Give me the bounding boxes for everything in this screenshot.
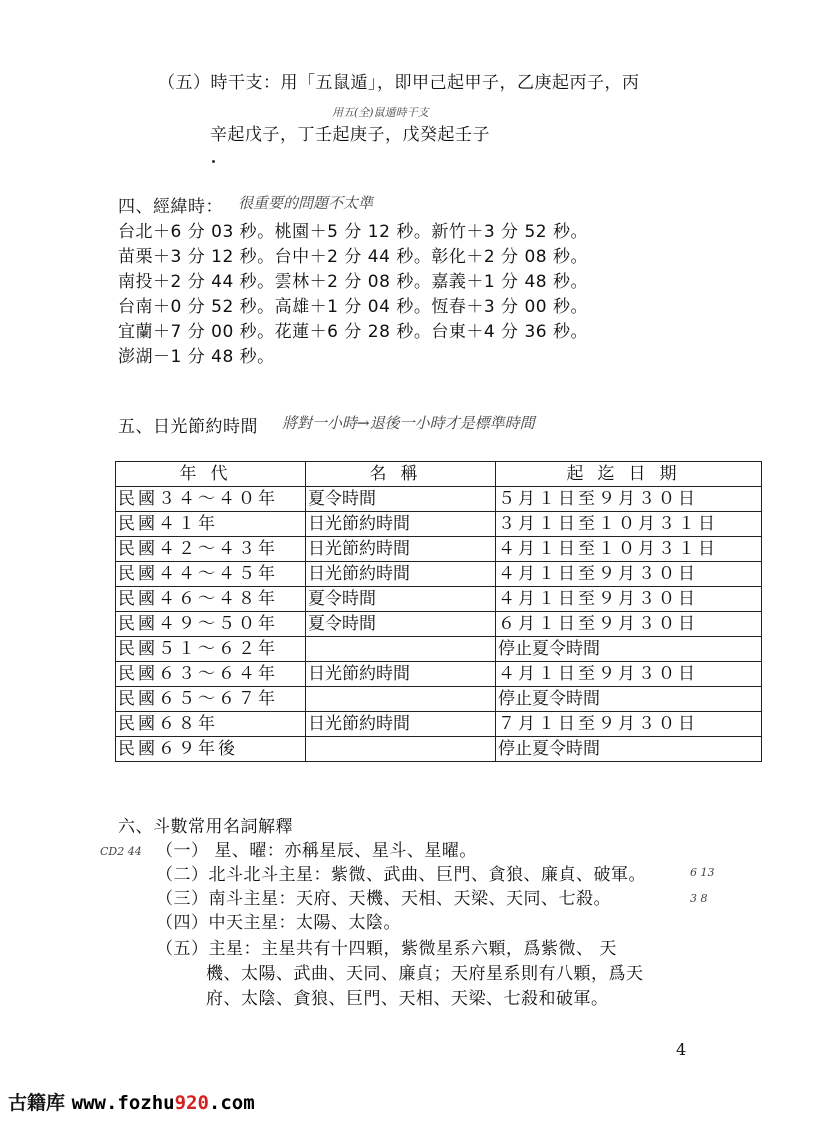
table-row	[116, 487, 762, 512]
cell-era: 民國３４～４０年	[116, 487, 306, 512]
table-row	[116, 587, 762, 612]
terms-heading: 六、斗數常用名詞解釋	[118, 817, 293, 837]
terms-item: （二）北斗北斗主星：紫微、武曲、巨門、貪狼、廉貞、破軍。	[156, 865, 646, 885]
cell-name: 日光節約時間	[306, 662, 496, 687]
cell-dates: ４月１日至９月３０日	[496, 587, 762, 612]
cell-era: 民國４４～４５年	[116, 562, 306, 587]
table-row	[116, 537, 762, 562]
cell-dates: ４月１日至９月３０日	[496, 562, 762, 587]
cell-era: 民國６９年後	[116, 737, 306, 762]
cell-name: 夏令時間	[306, 612, 496, 637]
terms-margin-note: CD2 44	[100, 845, 142, 858]
table-row	[116, 687, 762, 712]
cell-dates: 停止夏令時間	[496, 687, 762, 712]
cell-name	[306, 687, 496, 712]
cell-era: 民國６５～６７年	[116, 687, 306, 712]
shigan-line-2: 辛起戊子，丁壬起庚子，戊癸起壬子	[210, 125, 490, 145]
table-header-row	[116, 462, 762, 487]
scan-speck	[212, 160, 215, 163]
cell-name: 日光節約時間	[306, 712, 496, 737]
watermark-url-number: 920	[174, 1092, 209, 1114]
longitude-line: 苗栗＋3 分 12 秒。台中＋2 分 44 秒。彰化＋2 分 08 秒。	[118, 247, 588, 267]
cell-name: 日光節約時間	[306, 537, 496, 562]
cell-dates: ６月１日至９月３０日	[496, 612, 762, 637]
cell-era: 民國４２～４３年	[116, 537, 306, 562]
cell-era: 民國６８年	[116, 712, 306, 737]
table-row	[116, 612, 762, 637]
table-row	[116, 512, 762, 537]
table-row	[116, 712, 762, 737]
terms-side-note: 6 13	[690, 866, 715, 879]
cell-name	[306, 637, 496, 662]
table-row	[116, 637, 762, 662]
watermark-url-suffix: .com	[208, 1092, 255, 1114]
dst-handwritten-note: 將對一小時→退後一小時才是標準時間	[282, 414, 535, 432]
cell-dates: ４月１日至１０月３１日	[496, 537, 762, 562]
column-header-era: 年代	[116, 462, 306, 487]
terms-item: （三）南斗主星：天府、天機、天相、天梁、天同、七殺。	[156, 889, 611, 909]
watermark-url-prefix: www.fozhu	[71, 1092, 175, 1114]
longitude-handwritten-note: 很重要的問題不太準	[238, 194, 374, 212]
shigan-line-1: （五）時干支：用「五鼠遁」，即甲己起甲子，乙庚起丙子，丙	[158, 73, 640, 93]
longitude-line: 台南＋0 分 52 秒。高雄＋1 分 04 秒。恆春＋3 分 00 秒。	[118, 297, 588, 317]
terms-item: （四）中天主星：太陽、太陰。	[156, 913, 401, 933]
longitude-line: 台北＋6 分 03 秒。桃園＋5 分 12 秒。新竹＋3 分 52 秒。	[118, 222, 588, 242]
terms-item: （一） 星、曜：亦稱星辰、星斗、星曜。	[156, 841, 477, 861]
table-row	[116, 562, 762, 587]
cell-era: 民國４１年	[116, 512, 306, 537]
table-row	[116, 737, 762, 762]
cell-name	[306, 737, 496, 762]
longitude-heading: 四、經緯時：	[118, 197, 223, 217]
column-header-name: 名稱	[306, 462, 496, 487]
longitude-line: 澎湖－1 分 48 秒。	[118, 347, 275, 367]
cell-name: 日光節約時間	[306, 562, 496, 587]
cell-era: 民國４９～５０年	[116, 612, 306, 637]
cell-era: 民國５１～６２年	[116, 637, 306, 662]
cell-dates: ５月１日至９月３０日	[496, 487, 762, 512]
cell-name: 日光節約時間	[306, 512, 496, 537]
cell-dates: 停止夏令時間	[496, 737, 762, 762]
dst-table	[115, 461, 762, 762]
watermark-brand: 古籍库	[8, 1092, 66, 1114]
cell-dates: ３月１日至１０月３１日	[496, 512, 762, 537]
site-watermark	[8, 1088, 255, 1115]
terms-item: （五）主星：主星共有十四顆，紫微星系六顆，爲紫微、 天	[156, 939, 617, 959]
terms-continuation: 府、太陰、貪狼、巨門、天相、天梁、七殺和破軍。	[206, 989, 609, 1009]
cell-era: 民國６３～６４年	[116, 662, 306, 687]
table-row	[116, 662, 762, 687]
cell-dates: 停止夏令時間	[496, 637, 762, 662]
terms-side-note: 3 8	[690, 892, 708, 905]
shigan-handwritten-note: 用五(全)鼠遁時干支	[332, 106, 429, 119]
cell-dates: ７月１日至９月３０日	[496, 712, 762, 737]
cell-dates: ４月１日至９月３０日	[496, 662, 762, 687]
cell-name: 夏令時間	[306, 487, 496, 512]
longitude-line: 南投＋2 分 44 秒。雲林＋2 分 08 秒。嘉義＋1 分 48 秒。	[118, 272, 588, 292]
page-number: 4	[676, 1040, 687, 1059]
longitude-line: 宜蘭＋7 分 00 秒。花蓮＋6 分 28 秒。台東＋4 分 36 秒。	[118, 322, 588, 342]
cell-era: 民國４６～４８年	[116, 587, 306, 612]
column-header-dates: 起迄日期	[496, 462, 762, 487]
dst-heading: 五、日光節約時間	[118, 417, 258, 437]
terms-continuation: 機、太陽、武曲、天同、廉貞；天府星系則有八顆，爲天	[206, 964, 644, 984]
cell-name: 夏令時間	[306, 587, 496, 612]
